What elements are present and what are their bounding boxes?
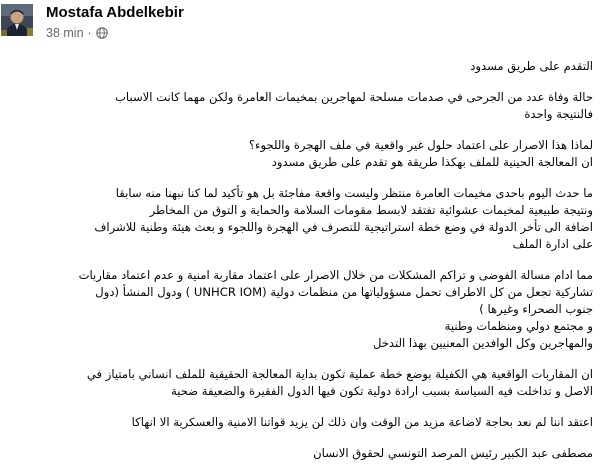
post-text-line: ما حدث اليوم باحدى مخيمات العامرة منتظر وليست واقعة مفاجئة بل هو تأكيد لما كنا نبهنا منه سابقا [115,186,593,200]
post-text-line: الاصل و تداخلت فيه السياسة بسبب ارادة دولية تكون فيها الدول الفقيرة والضعيفة ضحية [171,384,593,398]
post-meta [46,25,108,41]
post-text-line: اعتقد اننا لم نعد بحاجة لاضاعة مزيد من الوقت وان ذلك لن يزيد قواتنا الامنية والعسكرية الا انهاكا [131,415,593,429]
avatar-image [1,4,33,36]
globe-icon[interactable] [96,27,108,39]
post-body-text [13,58,593,476]
post-paragraph [13,414,593,431]
post-text-line: التقدم على طريق مسدود [470,59,593,73]
post-text-line: ان المقاربات الواقعية هي الكفيلة بوضع خطة عملية تكون بداية المعالجة الحقيقية للملف انساني بامتياز في [86,367,593,381]
post-text-line: حالة وفاة عدد من الجرحى في صدمات مسلحة لمهاجرين بمخيمات العامرة ولكن مهما كانت الاسباب [115,90,593,104]
post-text-line: مصطفى عبد الكبير رئيس المرصد التونسي لحقوق الانسان [313,446,593,460]
post-text-line: اضافة الى تأخر الدولة في وضع خطة استراتيجية للتصرف في الهجرة واللجوء و بعث هيئة وطنية للاشراف [94,220,593,234]
post-text-line: و مجتمع دولي ومنظمات وطنية [444,319,593,333]
post-text-line: مما ادام مسالة الفوضى و تراكم المشكلات من خلال الاصرار على اعتماد مقاربة امنية و عدم اعتماد مقاربات [78,268,593,282]
post-text-line: فالنتيجة واحدة [524,107,593,121]
post-paragraph [13,445,593,462]
post-text-line: تشاركية تجعل من كل الاطراف تحمل مسؤولياتها من منظمات دولية (UNHCR IOM ) ودول المنشأ (دول [95,285,593,299]
post-header [0,0,609,48]
post-text-line: والمهاجرين وكل الوافدين المعنيين بهذا التدخل [372,336,593,350]
post-paragraph [13,185,593,253]
post-paragraph [13,366,593,400]
post-text-line: جنوب الصحراء وغيرها ) [479,302,593,316]
post-timestamp[interactable]: 38 min [46,26,84,40]
post-paragraph [13,267,593,352]
post-text-line: ان المعالجة الحينية للملف بهكذا طريقة هو تقدم على طريق مسدود [271,155,593,169]
author-avatar[interactable] [1,4,33,36]
author-name[interactable]: Mostafa Abdelkebir [46,4,184,21]
post-paragraph [13,89,593,123]
post-paragraph [13,137,593,171]
meta-separator: · [87,26,92,40]
post-text-line: ونتيجة طبيعية لمخيمات عشوائية تفتقد لابسط مقومات السلامة والحماية و التوق من المخاطر [149,203,593,217]
post-text-line: لماذا هذا الاصرار على اعتماد حلول غير واقعية في ملف الهجرة واللجوء؟ [248,138,593,152]
post-text-line: على ادارة الملف [512,237,593,251]
post-paragraph [13,58,593,75]
